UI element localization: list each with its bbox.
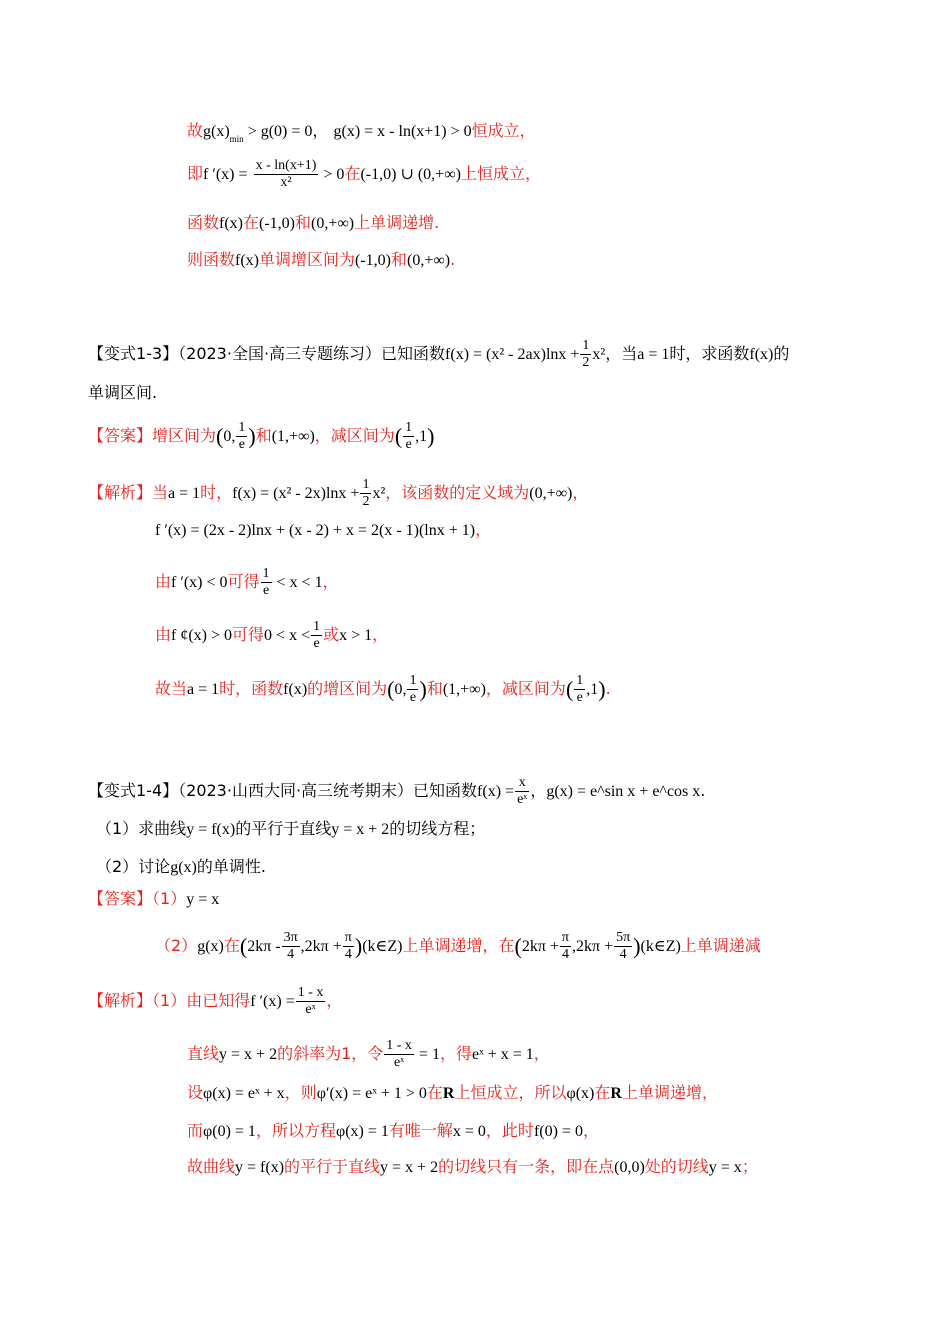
v14-solution3: 设φ(x) = eˣ + x，则φ′(x) = eˣ + 1 > 0在R上恒成立，所以φ(x)在R上单调递增， <box>187 1083 718 1102</box>
s1-line1: 故$g(x)_{min} > g(0) = 0$， g(x) = x - ln(x+1) > 0恒成立， <box>187 121 536 144</box>
v14-answer1: 【答案】（1）y = x <box>88 889 220 908</box>
v14-answer2: （2）g(x)在(2kπ - $\frac{3\pi}{4}$ ,2kπ + $\frac{\pi}{4}$ )(k∈Z)上单调递增，在(2kπ + $\frac{\pi}{4}$ ,2kπ + $\frac{5\pi}{4}$ )(k∈Z)上单调递减 <box>155 930 761 962</box>
s1-line3: 函数f(x)在(-1,0)和(0,+∞)上单调递增. <box>187 213 440 232</box>
v14-q1: （1）求曲线y = f(x)的平行于直线y = x + 2的切线方程； <box>96 819 486 838</box>
v13-increasing-step: 由f ¢(x) > 0可得0 < x < $\frac{1}{e}$ 或x > 1， <box>155 619 389 651</box>
v13-question-line2: 单调区间. <box>88 383 158 402</box>
s1-line4: 则函数f(x)单调增区间为(-1,0)和(0,+∞). <box>187 250 456 269</box>
v13-derivative: f ′(x) = (2x - 2)lnx + (x - 2) + x = 2(x - 1)(lnx + 1)， <box>155 520 492 539</box>
v13-answer: 【答案】增区间为(0, $\frac{1}{e}$ )和(1,+∞)，减区间为( $\frac{1}{e}$ ,1) <box>88 420 435 452</box>
v13-solution: 【解析】当a = 1时，f(x) = (x² - 2x)lnx + $\frac{1}{2}$ x²，该函数的定义域为(0,+∞)， <box>88 477 589 509</box>
v13-question: 【变式1-3】（2023·全国·高三专题练习）已知函数f(x) = (x² - 2ax)lnx + $\frac{1}{2}$ x²，当a = 1时，求函数f(x)的 <box>88 338 790 370</box>
v14-solution2: 直线y = x + 2的斜率为1，令 $\frac{1 - x}{\text{eˣ}}$ = 1，得eˣ + x = 1， <box>187 1038 550 1070</box>
v14-q2: （2）讨论g(x)的单调性. <box>96 857 266 876</box>
v14-solution4: 而φ(0) = 1，所以方程φ(x) = 1有唯一解x = 0，此时f(0) = 0， <box>187 1121 599 1140</box>
s1-line2: 即f ′(x) = $\frac{x - \ln(x+1)}{\text{x²}}$ > 0在(-1,0) ∪ (0,+∞)上恒成立， <box>187 158 541 190</box>
v14-solution5: 故曲线y = f(x)的平行于直线y = x + 2的切线只有一条，即在点(0,0)处的切线y = x； <box>187 1157 758 1176</box>
v13-conclusion: 故当a = 1时，函数f(x)的增区间为(0, $\frac{1}{e}$ )和(1,+∞)，减区间为( $\frac{1}{e}$ ,1). <box>155 673 611 705</box>
v14-question: 【变式1-4】（2023·山西大同·高三统考期末）已知函数f(x) = $\frac{x}{\text{eˣ}}$ ，g(x) = e^sin x + e^cos x. <box>88 775 706 807</box>
v14-solution1: 【解析】（1）由已知得f ′(x) = $\frac{1 - x}{\text{eˣ}}$ ， <box>88 985 343 1017</box>
v13-decreasing-step: 由f ′(x) < 0可得 $\frac{1}{e}$ < x < 1， <box>155 566 339 598</box>
